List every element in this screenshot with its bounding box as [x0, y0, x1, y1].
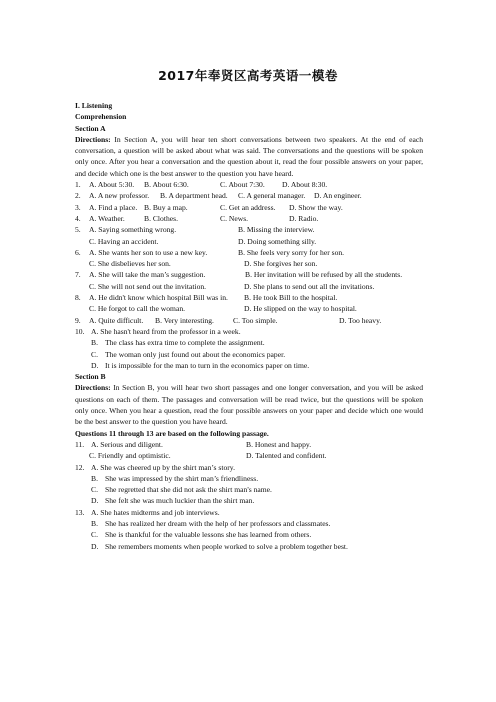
section-b-heading: Section B	[75, 372, 106, 382]
option-text: She regretted that she did not ask the shirt man's name.	[105, 485, 272, 495]
question-number: 13.	[75, 507, 85, 517]
option-text: She was impressed by the shirt man’s friendliness.	[105, 473, 259, 483]
option-c: C. A general manager.	[238, 191, 306, 201]
question-number: 12.	[75, 462, 85, 472]
question-10-option-c	[75, 349, 423, 360]
question-number: 7.	[75, 270, 81, 280]
option-c: C. He forgot to call the woman.	[89, 304, 186, 314]
option-b: B. Honest and happy.	[246, 439, 312, 449]
question-3	[75, 202, 423, 213]
option-d: D. He slipped on the way to hospital.	[244, 304, 357, 314]
question-number: 3.	[75, 202, 81, 212]
option-c: C. Having an accident.	[89, 236, 159, 246]
question-number: 10.	[75, 326, 85, 336]
question-number: 2.	[75, 191, 81, 201]
exam-content	[75, 100, 423, 552]
option-b: B. A department head.	[160, 191, 228, 201]
question-12-option-b	[75, 473, 423, 484]
question-5	[75, 224, 423, 235]
option-text: She remembers moments when people worked to solve a problem together best.	[105, 541, 348, 551]
question-10-option-d	[75, 360, 423, 371]
question-number: 6.	[75, 247, 81, 257]
option-a: A. Quite difficult.	[89, 315, 144, 325]
option-d: D. About 8:30.	[282, 180, 328, 190]
option-text: The woman only just found out about the economics paper.	[105, 349, 286, 359]
question-10	[75, 326, 423, 337]
question-7-cont	[75, 281, 423, 292]
option-c: C. She will not send out the invitation.	[89, 281, 207, 291]
option-text: She has realized her dream with the help of her professors and classmates.	[105, 518, 331, 528]
page-title: 2017年奉贤区高考英语一模卷	[158, 68, 338, 83]
question-2	[75, 190, 423, 201]
option-letter: D.	[91, 360, 99, 370]
option-a: A. Find a place.	[89, 202, 138, 212]
question-12	[75, 462, 423, 473]
passage-heading: Questions 11 through 13 are based on the following passage.	[75, 428, 269, 438]
question-number: 8.	[75, 293, 81, 303]
option-b: B. Buy a map.	[144, 202, 188, 212]
question-4	[75, 213, 423, 224]
question-6-cont	[75, 258, 423, 269]
option-text: The class has extra time to complete the assignment.	[105, 338, 265, 348]
option-a: A. She wants her son to use a new key.	[89, 247, 208, 257]
question-number: 11.	[75, 439, 85, 449]
question-13	[75, 507, 423, 518]
option-b: B. About 6:30.	[144, 180, 189, 190]
question-number: 9.	[75, 315, 81, 325]
question-1	[75, 179, 423, 190]
question-11-cont	[75, 450, 423, 461]
option-letter: B.	[91, 473, 98, 483]
directions-text: In Section B, you will hear two short passages and one longer conversation, and you will be asked questions on each of them. The passages and conversation will be read twice, but the questions will be spoken only once. When you hear a question, read the four possible answers on your paper and decide which one would be the best answer to the question you have heard.	[75, 383, 423, 427]
option-a: A. She will take the man’s suggestion.	[89, 270, 206, 280]
option-a: A. Serious and diligent.	[91, 439, 163, 449]
option-d: D. Talented and confident.	[246, 451, 327, 461]
option-letter: D.	[91, 496, 99, 506]
option-b: B. He took Bill to the hospital.	[244, 293, 338, 303]
option-c: C. Too simple.	[233, 315, 278, 325]
option-c: C. Friendly and optimistic.	[89, 451, 171, 461]
question-8-cont	[75, 303, 423, 314]
section-a-directions	[75, 134, 423, 179]
option-letter: B.	[91, 518, 98, 528]
question-12-option-d	[75, 495, 423, 506]
option-d: D. Radio.	[289, 213, 319, 223]
option-letter: C.	[91, 349, 98, 359]
directions-label: Directions:	[75, 383, 111, 393]
question-13-option-b	[75, 518, 423, 529]
question-12-option-c	[75, 484, 423, 495]
option-text: She felt she was much luckier than the shirt man.	[105, 496, 255, 506]
option-b: B. Clothes.	[144, 213, 178, 223]
directions-text: In Section A, you will hear ten short conversations between two speakers. At the end of each conversation, a question will be asked about what was said. The conversations and the questions will be spoken only once. After you hear a conversation and the question about it, read the four possible answers on your paper, and decide which one is the best answer to the question you have heard.	[75, 134, 423, 178]
part-heading: I. Listening	[75, 101, 113, 110]
question-number: 4.	[75, 213, 81, 223]
option-letter: D.	[91, 541, 99, 551]
option-a: A. Weather.	[89, 213, 125, 223]
question-13-option-c	[75, 529, 423, 540]
question-11	[75, 439, 423, 450]
option-d: D. She forgives her son.	[244, 259, 318, 269]
option-letter: C.	[91, 530, 98, 540]
option-d: D. Show the way.	[289, 202, 343, 212]
option-text: It is impossible for the man to turn in the economics paper on time.	[105, 360, 310, 370]
option-c: C. About 7:30.	[220, 180, 265, 190]
question-number: 5.	[75, 225, 81, 235]
option-text: She is thankful for the valuable lessons she has learned from others.	[105, 530, 312, 540]
option-b: B. She feels very sorry for her son.	[238, 247, 345, 257]
option-b: B. Missing the interview.	[238, 225, 315, 235]
option-c: C. She disbelieves her son.	[89, 259, 171, 269]
question-9	[75, 315, 423, 326]
option-c: C. News.	[220, 213, 249, 223]
directions-label: Directions:	[75, 134, 111, 144]
question-number: 1.	[75, 180, 81, 190]
option-b: B. Very interesting.	[155, 315, 214, 325]
question-13-option-d	[75, 541, 423, 552]
option-d: D. Doing something silly.	[238, 236, 317, 246]
section-b-directions	[75, 382, 423, 427]
option-b: B. Her invitation will be refused by all the students.	[245, 270, 403, 280]
question-6	[75, 247, 423, 258]
option-d: D. An engineer.	[314, 191, 362, 201]
option-d: D. Too heavy.	[339, 315, 382, 325]
option-a: A. He didn't know which hospital Bill was in.	[89, 293, 228, 303]
option-c: C. Get an address.	[220, 202, 276, 212]
option-a: A. She hasn't heard from the professor in a week.	[91, 326, 241, 336]
question-5-cont	[75, 236, 423, 247]
option-d: D. She plans to send out all the invitations.	[244, 281, 375, 291]
question-10-option-b	[75, 337, 423, 348]
section-a-heading: Section A	[75, 123, 106, 133]
option-a: A. About 5:30.	[89, 180, 135, 190]
option-letter: C.	[91, 485, 98, 495]
option-a: A. A new professor.	[89, 191, 150, 201]
question-7	[75, 269, 423, 280]
option-letter: B.	[91, 338, 98, 348]
comprehension-heading: Comprehension	[75, 112, 127, 122]
option-a: A. She hates midterms and job interviews.	[91, 507, 220, 517]
option-a: A. Saying something wrong.	[89, 225, 177, 235]
question-8	[75, 292, 423, 303]
option-a: A. She was cheered up by the shirt man’s story.	[91, 462, 235, 472]
